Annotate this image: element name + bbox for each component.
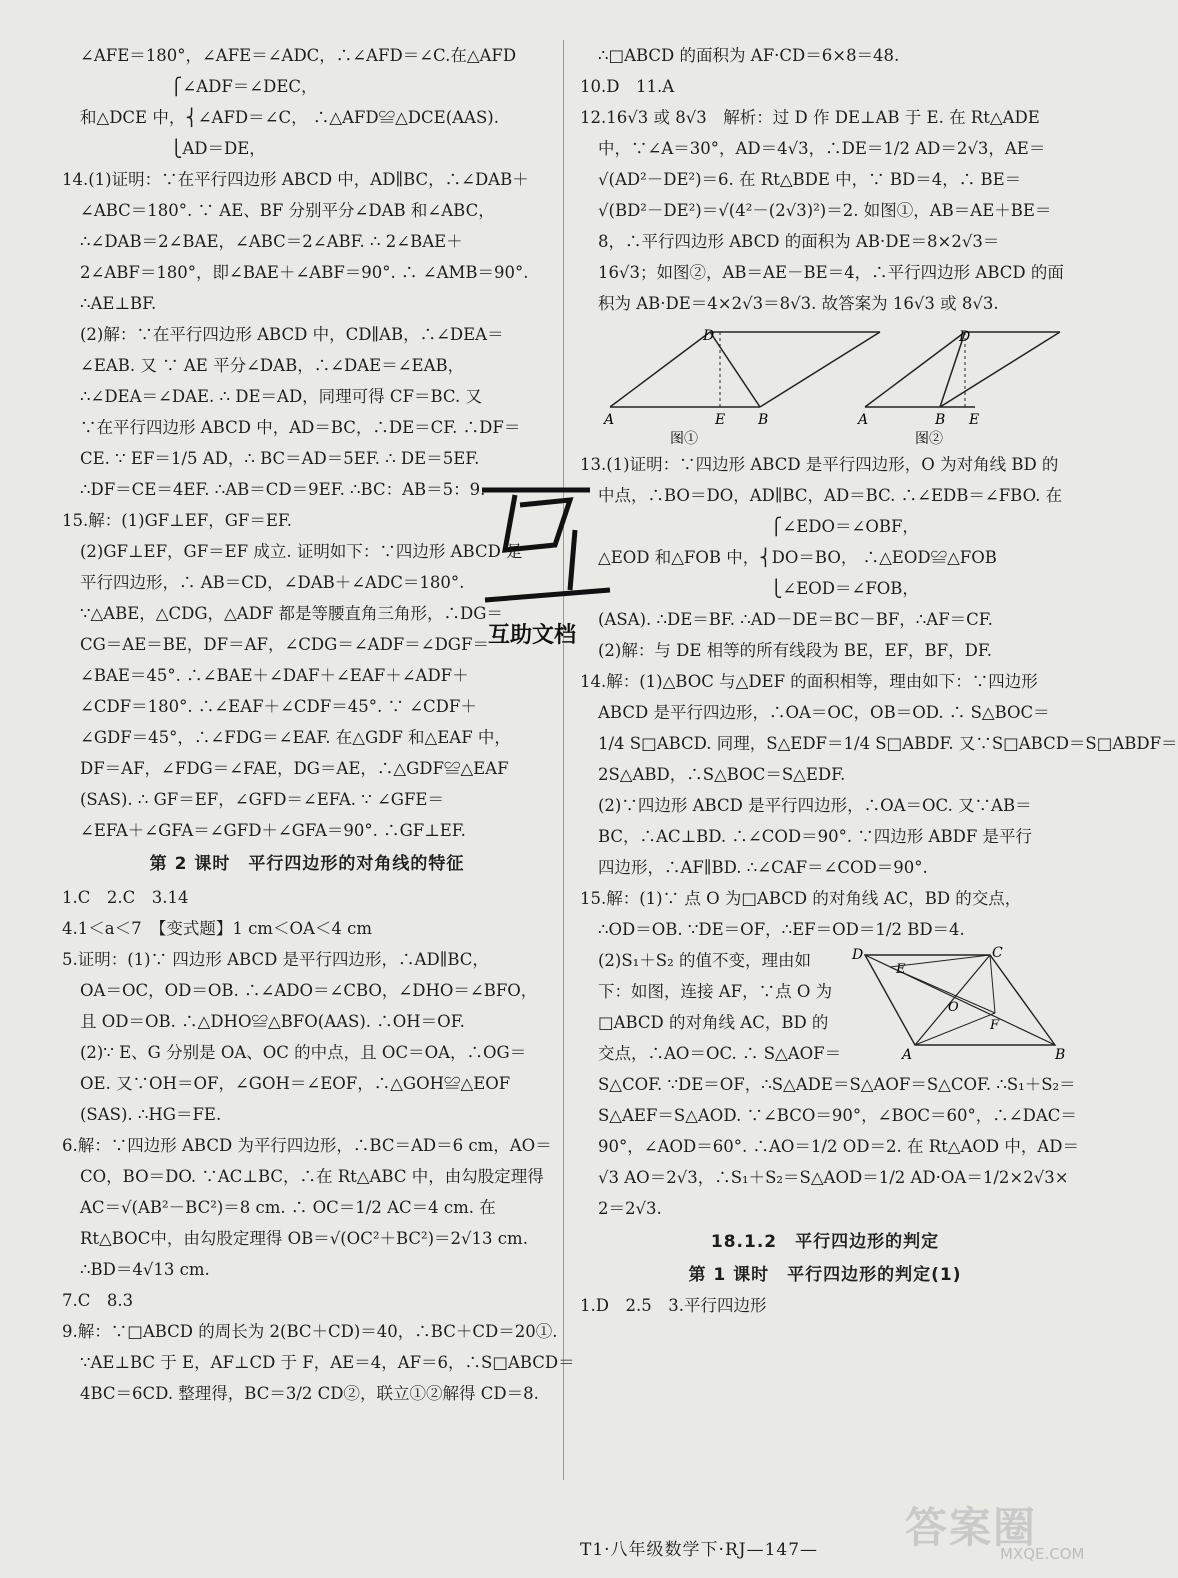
svg-text:E: E — [715, 412, 726, 428]
page-footer: T1·八年级数学下·RJ—147— — [580, 1540, 819, 1560]
logo-subtext: MXQE.COM — [1000, 1545, 1085, 1563]
text-line: (2)S₁＋S₂ 的值不变，理由如 — [598, 951, 811, 970]
text-line: ∠EAB. 又 ∵ AE 平分∠DAB，∴∠DAE＝∠EAB， — [80, 356, 465, 375]
text-line: 中，∵∠A＝30°，AD＝4√3，∴DE＝1/2 AD＝2√3，AE＝ — [598, 139, 1046, 158]
text-line: ∵AE⊥BC 于 E，AF⊥CD 于 F，AE＝4，AF＝6，∴S□ABCD＝ — [80, 1353, 575, 1372]
svg-text:A: A — [858, 412, 869, 428]
text-line: AC＝√(AB²－BC²)＝8 cm. ∴ OC＝1/2 AC＝4 cm. 在 — [80, 1198, 496, 1217]
text-line: ∠ABC＝180°. ∵ AE、BF 分别平分∠DAB 和∠ABC， — [80, 201, 495, 220]
text-line: (2)解：与 DE 相等的所有线段为 BE，EF，BF，DF. — [598, 641, 992, 660]
text-line: 2＝2√3. — [598, 1199, 662, 1218]
text-line: BC，∴AC⊥BD. ∴∠COD＝90°. ∵四边形 ABDF 是平行 — [598, 827, 1033, 846]
column-divider — [563, 40, 564, 1480]
text-line: 1/4 S□ABCD. 同理，S△EDF＝1/4 S□ABDF. 又∵S□ABCD＝S□ABDF＝ — [598, 734, 1178, 753]
text-line: 积为 AB·DE＝4×2√3＝8√3. 故答案为 16√3 或 8√3. — [598, 294, 999, 313]
svg-text:B: B — [1055, 1047, 1066, 1063]
text-line: 5.证明：(1)∵ 四边形 ABCD 是平行四边形，∴AD∥BC， — [62, 950, 489, 969]
text-line: 2∠ABF＝180°，即∠BAE＋∠ABF＝90°. ∴ ∠AMB＝90°. — [80, 263, 529, 282]
subsection-heading: 第 1 课时 平行四边形的判定(1) — [688, 1265, 962, 1285]
text-line: ∵在平行四边形 ABCD 中，AD＝BC，∴DE＝CF. ∴DF＝ — [80, 418, 521, 437]
text-line: 中点，∴BO＝DO，AD∥BC，AD＝BC. ∴∠EDB＝∠FBO. 在 — [598, 486, 1063, 505]
text-line: 9.解：∵□ABCD 的周长为 2(BC＋CD)＝40，∴BC＋CD＝20①. — [62, 1322, 558, 1341]
text-line: ∴OD＝OB. ∵DE＝OF，∴EF＝OD＝1/2 BD＝4. — [598, 920, 965, 939]
text-line: 4.1＜a＜7 【变式题】1 cm＜OA＜4 cm — [62, 919, 373, 938]
text-line: √3 AO＝2√3，∴S₁＋S₂＝S△AOD＝1/2 AD·OA＝1/2×2√3× — [598, 1168, 1069, 1187]
text-line: 15.解：(1)∵ 点 O 为□ABCD 的对角线 AC，BD 的交点， — [580, 889, 1022, 908]
text-line: 14.(1)证明：∵在平行四边形 ABCD 中，AD∥BC，∴∠DAB＋ — [62, 170, 529, 189]
logo-text: 答案圈 — [905, 1503, 1038, 1552]
section-heading: 第 2 课时 平行四边形的对角线的特征 — [149, 854, 465, 874]
text-line: S△AEF＝S△AOD. ∵∠BCO＝90°，∠BOC＝60°，∴∠DAC＝ — [598, 1106, 1077, 1125]
text-line: 13.(1)证明：∵四边形 ABCD 是平行四边形，O 为对角线 BD 的 — [580, 455, 1059, 474]
text-line: 16√3；如图②，AB＝AE－BE＝4，∴平行四边形 ABCD 的面 — [598, 263, 1064, 282]
text-line: (2)∵四边形 ABCD 是平行四边形，∴OA＝OC. 又∵AB＝ — [598, 796, 1032, 815]
text-line: △EOD 和△FOB 中，⎨DO＝BO， ∴△EOD≌△FOB — [598, 548, 997, 567]
text-line: ∴∠DEA＝∠DAE. ∴ DE＝AD，同理可得 CF＝BC. 又 — [80, 387, 482, 406]
text-line: ⎧∠ADF＝∠DEC， — [170, 77, 318, 96]
svg-text:D: D — [852, 947, 864, 963]
text-line: ∠BAE＝45°. ∴∠BAE＋∠DAF＋∠EAF＋∠ADF＋ — [80, 666, 469, 685]
text-line: 90°，∠AOD＝60°. ∴AO＝1/2 OD＝2. 在 Rt△AOD 中，AD＝ — [598, 1137, 1080, 1156]
text-line: (SAS). ∴HG＝FE. — [80, 1105, 222, 1124]
text-line: (ASA). ∴DE＝BF. ∴AD－DE＝BC－BF，∴AF＝CF. — [598, 610, 993, 629]
svg-text:D: D — [959, 329, 971, 345]
text-line: 4BC＝6CD. 整理得，BC＝3/2 CD②，联立①②解得 CD＝8. — [80, 1384, 539, 1403]
svg-text:F: F — [990, 1018, 1000, 1033]
svg-text:B: B — [758, 412, 769, 428]
parallelogram-figure-1 — [600, 327, 850, 447]
svg-text:A: A — [902, 1047, 913, 1063]
svg-text:E: E — [896, 962, 906, 977]
svg-text:O: O — [948, 1000, 959, 1015]
text-line: √(AD²－DE²)＝6. 在 Rt△BDE 中，∵ BD＝4，∴ BE＝ — [598, 170, 1022, 189]
svg-text:A: A — [604, 412, 615, 428]
text-line: ∴∠DAB＝2∠BAE，∠ABC＝2∠ABF. ∴ 2∠BAE＋ — [80, 232, 463, 251]
watermark-logo — [480, 470, 620, 640]
text-line: CE. ∵ EF＝1/5 AD，∴ BC＝AD＝5EF. ∴ DE＝5EF. — [80, 449, 480, 468]
text-line: ABCD 是平行四边形，∴OA＝OC，OB＝OD. ∴ S△BOC＝ — [598, 703, 1050, 722]
right-column — [580, 40, 1178, 1321]
text-line: ∴□ABCD 的面积为 AF·CD＝6×8＝48. — [598, 46, 900, 65]
text-line: 12.16√3 或 8√3 解析：过 D 作 DE⊥AB 于 E. 在 Rt△ADE — [580, 108, 1040, 127]
text-line: √(BD²－DE²)＝√(4²－(2√3)²)＝2. 如图①，AB＝AE＋BE＝ — [598, 201, 1052, 220]
text-line: 四边形，∴AF∥BD. ∴∠CAF＝∠COD＝90°. — [598, 858, 928, 877]
site-logo — [905, 1495, 1085, 1570]
parallelogram-figure-2 — [855, 327, 1070, 447]
text-line: 交点，∴AO＝OC. ∴ S△AOF＝ — [598, 1044, 842, 1063]
text-line: ∵△ABE，△CDG，△ADF 都是等腰直角三角形，∴DG＝ — [80, 604, 503, 623]
text-line: □ABCD 的对角线 AC，BD 的 — [598, 1013, 829, 1032]
text-line: 1.C 2.C 3.14 — [62, 888, 189, 907]
figure-caption: 图① — [670, 431, 698, 447]
text-line: (2)GF⊥EF，GF＝EF 成立. 证明如下：∵四边形 ABCD 是 — [80, 542, 523, 561]
text-line: ∠GDF＝45°，∴∠FDG＝∠EAF. 在△GDF 和△EAF 中， — [80, 728, 511, 747]
text-line: 平行四边形，∴ AB＝CD，∠DAB＋∠ADC＝180°. — [80, 573, 465, 592]
watermark-text: 互助文档 — [488, 623, 577, 648]
text-line: ∠EFA＋∠GFA＝∠GFD＋∠GFA＝90°. ∴GF⊥EF. — [80, 821, 466, 840]
text-line: 1.D 2.5 3.平行四边形 — [580, 1296, 767, 1315]
text-line: CO，BO＝DO. ∵AC⊥BC，∴在 Rt△ABC 中，由勾股定理得 — [80, 1167, 544, 1186]
text-line: 且 OD＝OB. ∴△DHO≌△BFO(AAS). ∴OH＝OF. — [80, 1012, 465, 1031]
text-line: 15.解：(1)GF⊥EF，GF＝EF. — [62, 511, 293, 530]
figure-caption: 图② — [915, 431, 943, 447]
text-line: ∴AE⊥BF. — [80, 294, 157, 313]
text-line: ∴DF＝CE＝4EF. ∴AB＝CD＝9EF. ∴BC：AB＝5：9. — [80, 480, 486, 499]
text-line: OA＝OC，OD＝OB. ∴∠ADO＝∠CBO，∠DHO＝∠BFO， — [80, 981, 538, 1000]
text-line: ⎩∠EOD＝∠FOB， — [770, 579, 919, 598]
text-line: (SAS). ∴ GF＝EF，∠GFD＝∠EFA. ∵ ∠GFE＝ — [80, 790, 444, 809]
text-line: ⎩AD＝DE， — [170, 139, 266, 158]
text-line: 14.解：(1)△BOC 与△DEF 的面积相等，理由如下：∵四边形 — [580, 672, 1038, 691]
text-line: S△COF. ∵DE＝OF，∴S△ADE＝S△AOF＝S△COF. ∴S₁＋S₂＝ — [598, 1075, 1076, 1094]
section-heading: 18.1.2 平行四边形的判定 — [710, 1232, 940, 1252]
text-line: ∠CDF＝180°. ∴∠EAF＋∠CDF＝45°. ∵ ∠CDF＋ — [80, 697, 477, 716]
svg-text:C: C — [992, 945, 1003, 961]
text-line: 和△DCE 中，⎨∠AFD＝∠C， ∴△AFD≌△DCE(AAS). — [80, 108, 499, 127]
problem-15-block — [580, 945, 1070, 1069]
svg-text:B: B — [935, 412, 946, 428]
text-line: 8，∴平行四边形 ABCD 的面积为 AB·DE＝8×2√3＝ — [598, 232, 1000, 251]
text-line: 2S△ABD，∴S△BOC＝S△EDF. — [598, 765, 846, 784]
text-line: 下：如图，连接 AF，∵点 O 为 — [598, 982, 833, 1001]
parallelogram-figure-3 — [850, 945, 1070, 1065]
text-line: Rt△BOC中，由勾股定理得 OB＝√(OC²＋BC²)＝2√13 cm. — [80, 1229, 528, 1248]
text-line: 6.解：∵四边形 ABCD 为平行四边形，∴BC＝AD＝6 cm，AO＝ — [62, 1136, 552, 1155]
figure-area — [580, 319, 1070, 449]
text-line: ⎧∠EDO＝∠OBF， — [770, 517, 919, 536]
text-line: 10.D 11.A — [580, 77, 675, 96]
text-line: ∠AFE＝180°，∠AFE＝∠ADC，∴∠AFD＝∠C.在△AFD — [80, 46, 517, 65]
svg-text:D: D — [703, 328, 715, 344]
text-line: OE. 又∵OH＝OF，∠GOH＝∠EOF，∴△GOH≌△EOF — [80, 1074, 511, 1093]
text-line: (2)∵ E、G 分别是 OA、OC 的中点，且 OC＝OA，∴OG＝ — [80, 1043, 527, 1062]
svg-text:E: E — [969, 412, 980, 428]
text-line: 7.C 8.3 — [62, 1291, 134, 1310]
left-column — [62, 40, 575, 1409]
text-line: ∴BD＝4√13 cm. — [80, 1260, 210, 1279]
text-line: (2)解：∵在平行四边形 ABCD 中，CD∥AB，∴∠DEA＝ — [80, 325, 504, 344]
text-line: CG＝AE＝BE，DF＝AF，∠CDG＝∠ADF＝∠DGF＝ — [80, 635, 489, 654]
text-line: DF＝AF，∠FDG＝∠FAE，DG＝AE，∴△GDF≌△EAF — [80, 759, 509, 778]
